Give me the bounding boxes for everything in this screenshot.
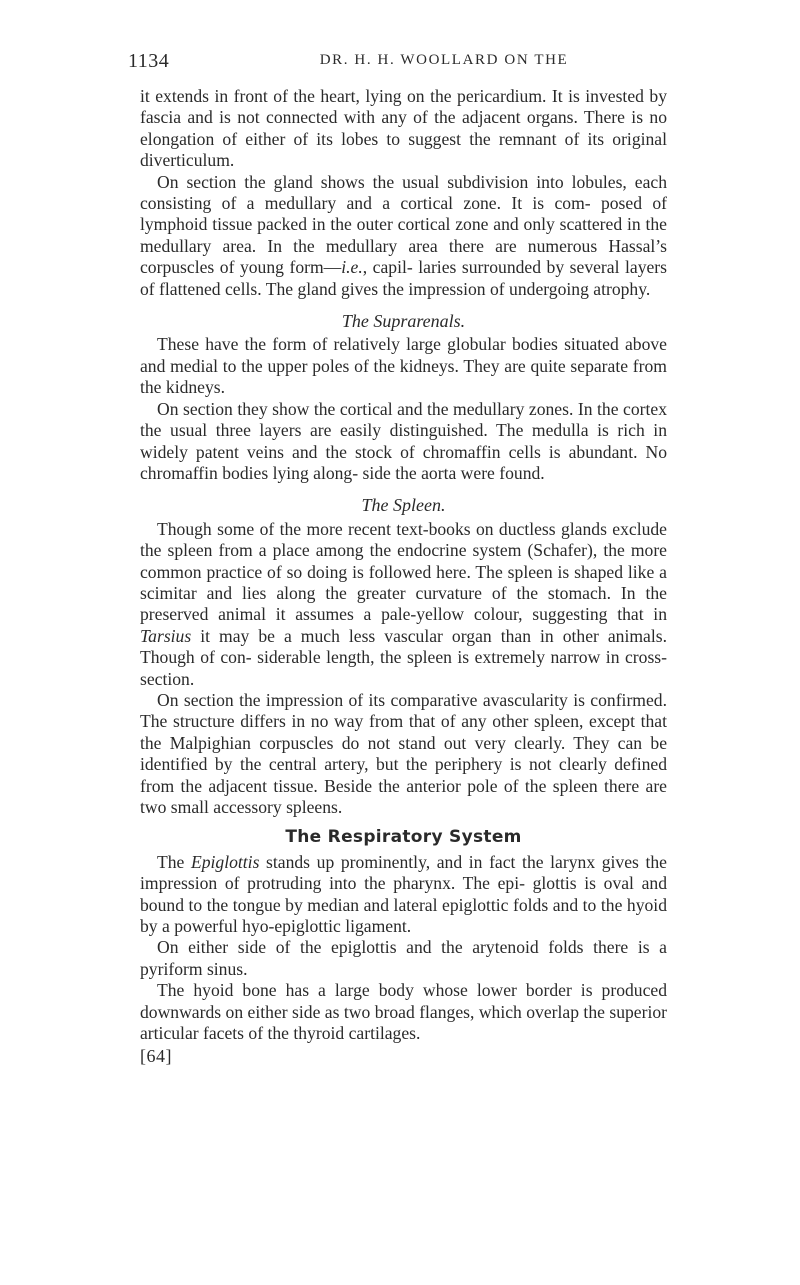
paragraph-epiglottis: [140, 852, 667, 938]
ie-abbreviation: i.e.: [341, 257, 363, 278]
heading-suprarenals: The Suprarenals.: [341, 311, 466, 332]
epiglottis-term: Epiglottis: [190, 851, 260, 872]
paragraph-spleen-form: [140, 519, 667, 690]
paragraph-thymus-section-text-1: On section the gland shows the usual subdivision into lobules, each consisting of a medullary and a cortical zone. It is com- posed of lymphoid tissue packed in the outer cortical zone and only scattered in the medullary area. In the medullary area there are numerous Hassal’s corpuscles of young form—: [140, 171, 667, 278]
body-text: [140, 86, 667, 1068]
paragraph-spleen-form-text-2: it may be a much less vascular organ than in other animals. Though of con- siderable length, the spleen is extremely narrow in cross-section.: [140, 625, 667, 689]
paragraph-pyriform-sinus: On either side of the epiglottis and the arytenoid folds there is a pyriform sinus.: [140, 937, 667, 979]
tarsius-genus: Tarsius: [140, 625, 192, 646]
plate-reference: [64]: [140, 1046, 172, 1067]
paragraph-spleen-section: On section the impression of its comparative avascularity is confirmed. The structure differs in no way from that of any other spleen, except that the Malpighian corpuscles do not stand out very clearly. They can be identified by the central artery, but the periphery is not clearly defined from the adjacent tissue. Beside the anterior pole of the spleen there are two small accessory spleens.: [140, 689, 667, 817]
paragraph-suprarenals-form: These have the form of relatively large globular bodies situated above and medial to the upper poles of the kidneys. They are quite separate from the kidneys.: [140, 334, 667, 398]
paragraph-epiglottis-text-1: The: [157, 851, 191, 872]
paragraph-thymus-position: it extends in front of the heart, lying on the pericardium. It is invested by fascia and is not connected with any of the adjacent organs. There is no elongation of either of its lobes to suggest the remnant of its original diverticulum.: [140, 86, 667, 171]
heading-spleen: The Spleen.: [361, 495, 446, 516]
paragraph-spleen-form-text-1: Though some of the more recent text-books on ductless glands exclude the spleen from a place among the endocrine system (Schafer), the more common practice of so doing is followed here. The spleen is shaped like a scimitar and lies along the greater curvature of the stomach. In the preserved animal it assumes a pale-yellow colour, suggesting that in: [140, 518, 667, 625]
running-head: [128, 50, 688, 74]
paragraph-epiglottis-text-2: stands up prominently, and in fact the larynx gives the impression of protruding into the pharynx. The epi- glottis is oval and bound to the tongue by median and lateral epiglottic folds and to the hyoid by a powerful hyo-epiglottic ligament.: [140, 851, 667, 937]
paragraph-thymus-section-text-2: , capil- laries surrounded by several layers of flattened cells. The gland gives the impression of undergoing atrophy.: [140, 257, 668, 299]
paragraph-hyoid-bone: The hyoid bone has a large body whose lower border is produced downwards on either side as two broad flanges, which overlap the superior articular facets of the thyroid cartilages.: [140, 980, 667, 1044]
paragraph-suprarenals-section: On section they show the cortical and the medullary zones. In the cortex the usual three layers are easily distinguished. The medulla is rich in widely patent veins and the stock of chromaffin cells is abundant. No chromaffin bodies lying along- side the aorta were found.: [140, 398, 667, 483]
running-title: DR. H. H. WOOLLARD ON THE: [319, 52, 569, 68]
page-number: 1134: [128, 50, 170, 72]
heading-respiratory-system: The Respiratory System: [285, 827, 522, 848]
paragraph-thymus-section: [140, 172, 667, 300]
